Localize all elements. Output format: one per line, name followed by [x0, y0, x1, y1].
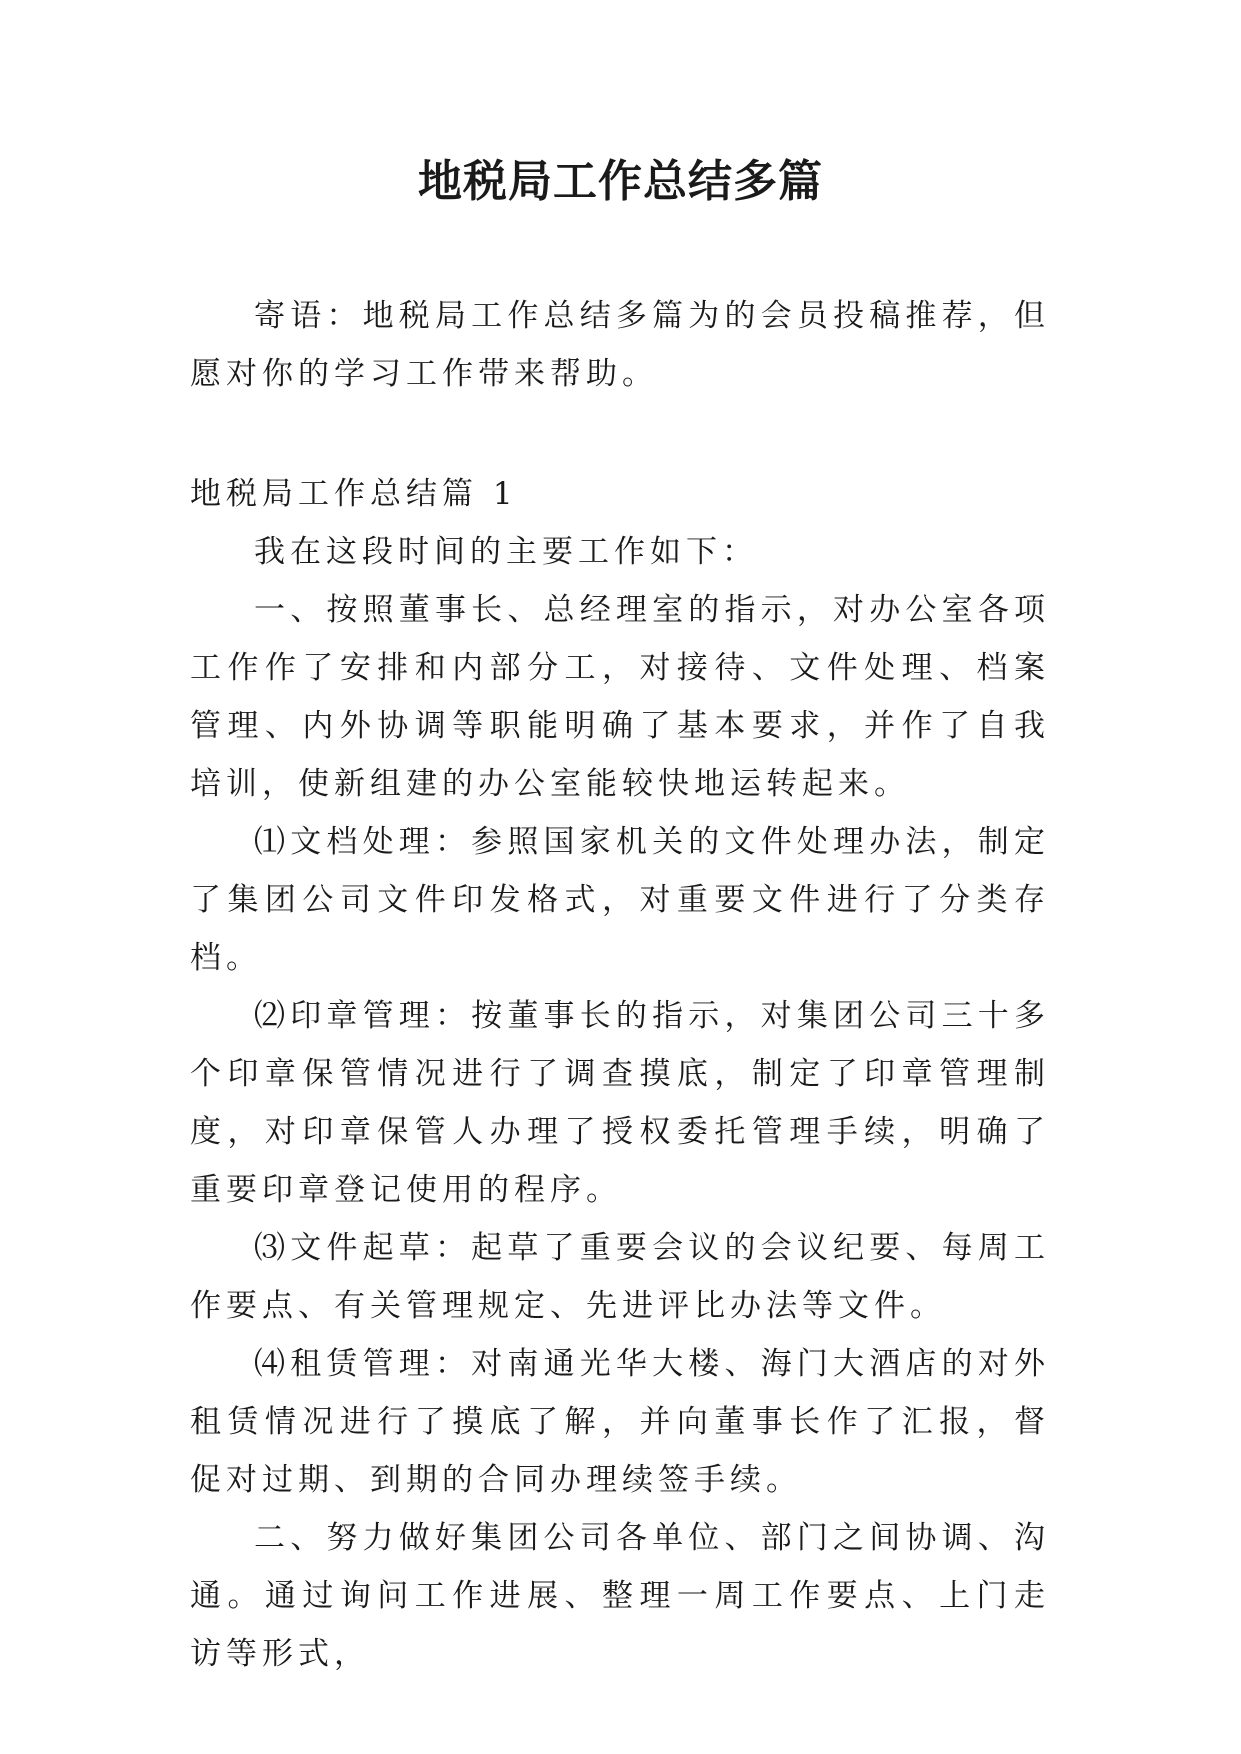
section-content: [190, 523, 1050, 1683]
section-heading: 地税局工作总结篇 1: [190, 476, 518, 512]
body-paragraph: ⑷租赁管理：对南通光华大楼、海门大酒店的对外租赁情况进行了摸底了解，并向董事长作了汇报，督促对过期、到期的合同办理续签手续。: [190, 1346, 1050, 1498]
body-paragraph: ⑴文档处理：参照国家机关的文件处理办法，制定了集团公司文件印发格式，对重要文件进行了分类存档。: [190, 824, 1050, 976]
body-paragraph: 一、按照董事长、总经理室的指示，对办公室各项工作作了安排和内部分工，对接待、文件处理、档案管理、内外协调等职能明确了基本要求，并作了自我培训，使新组建的办公室能较快地运转起来。: [190, 592, 1050, 802]
document-title: 地税局工作总结多篇: [418, 156, 823, 207]
body-paragraph: ⑶文件起草：起草了重要会议的会议纪要、每周工作要点、有关管理规定、先进评比办法等文件。: [190, 1230, 1050, 1324]
body-paragraph: ⑵印章管理：按董事长的指示，对集团公司三十多个印章保管情况进行了调查摸底，制定了印章管理制度，对印章保管人办理了授权委托管理手续，明确了重要印章登记使用的程序。: [190, 998, 1050, 1208]
body-paragraph: 二、努力做好集团公司各单位、部门之间协调、沟通。通过询问工作进展、整理一周工作要点、上门走访等形式，: [190, 1520, 1050, 1672]
body-paragraph: 我在这段时间的主要工作如下：: [254, 534, 758, 570]
intro-paragraph: 寄语：地税局工作总结多篇为的会员投稿推荐，但愿对你的学习工作带来帮助。: [190, 298, 1050, 392]
